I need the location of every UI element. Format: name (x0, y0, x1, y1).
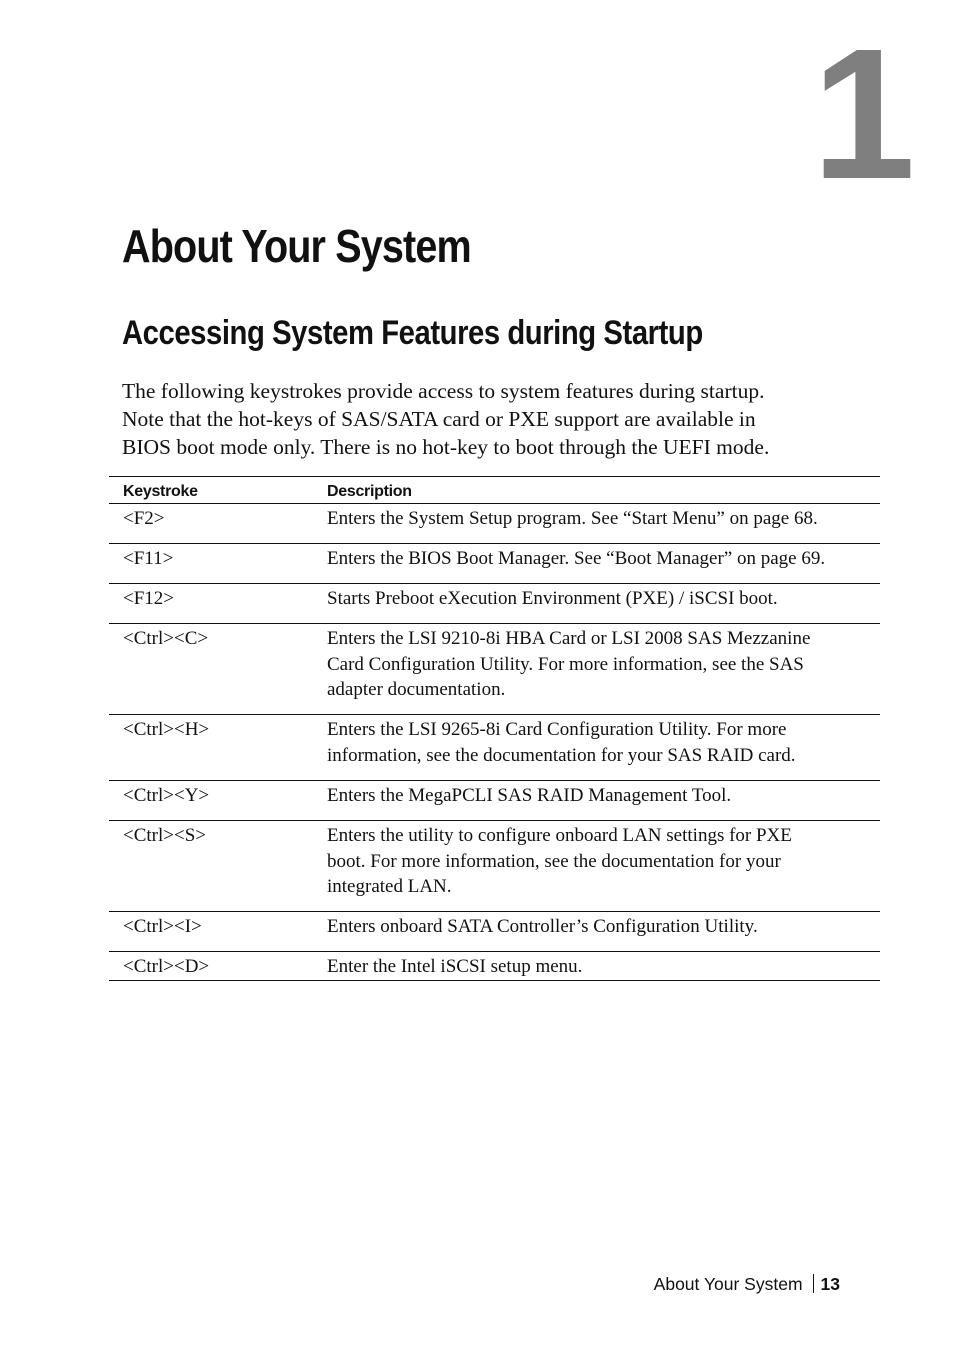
description-line: Enters onboard SATA Controller’s Configuration Utility. (327, 916, 758, 937)
page-number: 13 (820, 1274, 840, 1294)
table-row (109, 544, 880, 584)
description-line: adapter documentation. (327, 679, 506, 700)
keystroke-cell: <Ctrl><S> (109, 821, 313, 912)
description-cell (313, 912, 880, 952)
keystroke-cell: <Ctrl><C> (109, 624, 313, 715)
page-footer (600, 1272, 840, 1296)
column-header-keystroke: Keystroke (109, 477, 313, 504)
chapter-title: About Your System (122, 220, 471, 272)
intro-paragraph (122, 377, 862, 461)
keystroke-cell: <F12> (109, 584, 313, 624)
running-title: About Your System (653, 1274, 803, 1294)
description-line: information, see the documentation for your SAS RAID card. (327, 744, 796, 766)
table-row (109, 624, 880, 715)
section-title: Accessing System Features during Startup (122, 314, 703, 352)
column-header-description: Description (313, 477, 880, 504)
table-header-row (109, 477, 880, 504)
description-cell (313, 781, 880, 821)
description-cell (313, 504, 880, 544)
description-line: Card Configuration Utility. For more information, see the SAS (327, 653, 804, 675)
chapter-number: 1 (812, 11, 910, 218)
table-body (109, 504, 880, 981)
keystroke-cell: <F2> (109, 504, 313, 544)
intro-line: The following keystrokes provide access to system features during startup. (122, 379, 765, 403)
keystroke-cell: <Ctrl><D> (123, 956, 210, 977)
description-line: boot. For more information, see the documentation for your (327, 850, 781, 872)
keystroke-cell: <Ctrl><Y> (109, 781, 313, 821)
description-cell (313, 624, 880, 715)
table-row (109, 781, 880, 821)
keystroke-table (109, 476, 880, 981)
table-row (109, 912, 880, 952)
keystroke-cell: <F11> (109, 544, 313, 584)
footer-separator (813, 1274, 814, 1293)
description-line: Enter the Intel iSCSI setup menu. (327, 956, 583, 977)
description-line: Starts Preboot eXecution Environment (PXE) / iSCSI boot. (327, 588, 778, 609)
description-line: Enters the utility to configure onboard LAN settings for PXE (327, 825, 792, 846)
description-cell (313, 584, 880, 624)
table-row (109, 821, 880, 912)
description-line: Enters the MegaPCLI SAS RAID Management Tool. (327, 785, 732, 806)
description-line: Enters the System Setup program. See “Start Menu” on page 68. (327, 508, 818, 529)
table-row (109, 715, 880, 781)
description-cell (313, 715, 880, 781)
keystroke-cell: <Ctrl><I> (109, 912, 313, 952)
description-line: integrated LAN. (327, 876, 452, 897)
description-cell (313, 952, 880, 981)
table-row (109, 584, 880, 624)
keystroke-cell: <Ctrl><H> (109, 715, 313, 781)
description-line: Enters the BIOS Boot Manager. See “Boot Manager” on page 69. (327, 548, 826, 569)
description-line: Enters the LSI 9210-8i HBA Card or LSI 2008 SAS Mezzanine (327, 628, 811, 649)
description-cell (313, 821, 880, 912)
description-line: Enters the LSI 9265-8i Card Configuration Utility. For more (327, 719, 787, 740)
description-cell (313, 544, 880, 584)
intro-line: BIOS boot mode only. There is no hot-key to boot through the UEFI mode. (122, 435, 770, 459)
table-row (109, 504, 880, 544)
intro-line: Note that the hot-keys of SAS/SATA card or PXE support are available in (122, 407, 756, 431)
table-row (109, 952, 880, 981)
